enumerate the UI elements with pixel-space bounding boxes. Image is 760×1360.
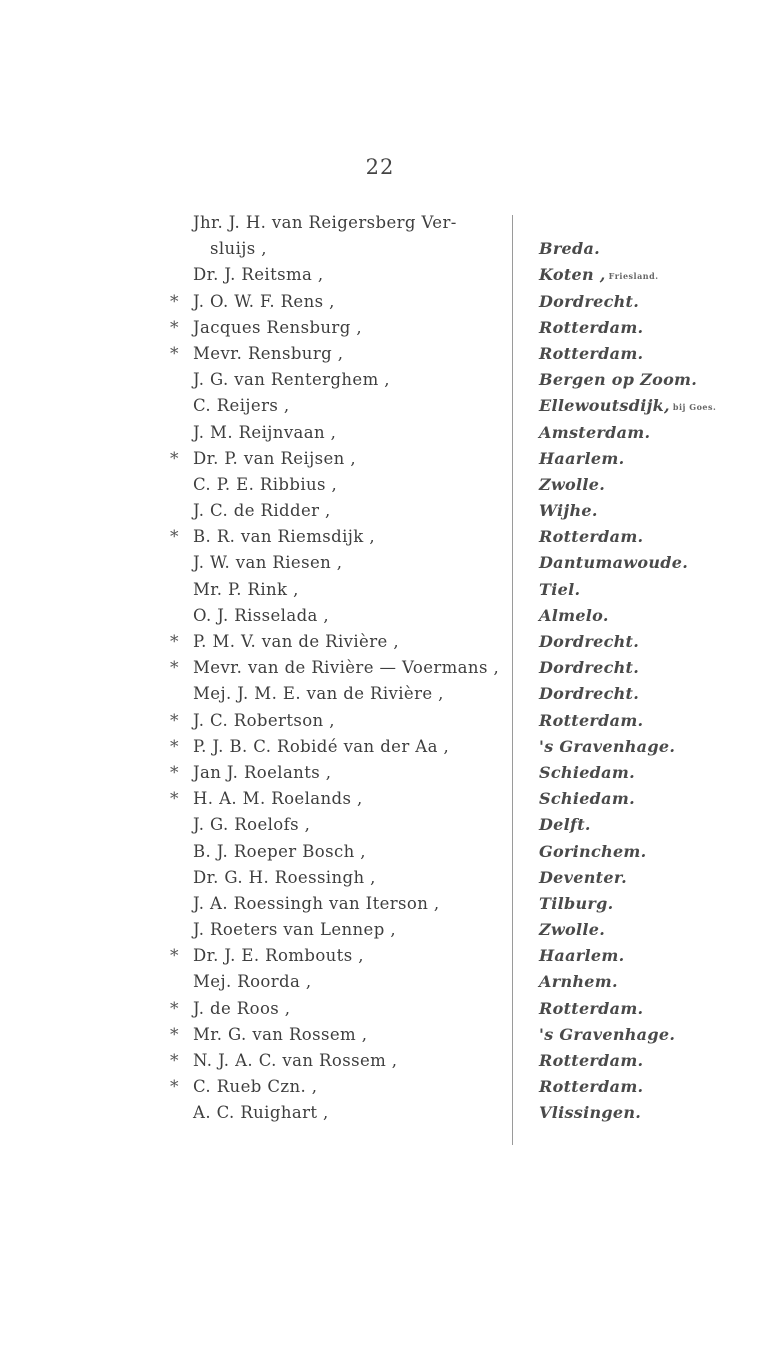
member-name: Mevr. Rensburg ,: [193, 343, 344, 363]
asterisk-marker: *: [170, 632, 179, 652]
list-item: [0, 420, 760, 446]
list-item-line: [0, 210, 760, 236]
place-name: Rotterdam.: [539, 998, 644, 1018]
place-name: Vlissingen.: [539, 1103, 642, 1123]
list-item: [0, 603, 760, 629]
list-item: [0, 262, 760, 288]
list-item-line: [0, 472, 760, 498]
place-name: Koten ,: [539, 265, 606, 285]
member-name: Jacques Rensburg ,: [193, 317, 362, 337]
place-name: Breda.: [539, 239, 601, 259]
member-name: A. C. Ruighart ,: [193, 1103, 329, 1123]
list-item-line: [0, 681, 760, 707]
member-name: Dr. J. E. Rombouts ,: [193, 946, 364, 966]
list-item-line: [0, 734, 760, 760]
list-item: [0, 315, 760, 341]
member-name: C. Reijers ,: [193, 396, 290, 416]
list-item: [0, 446, 760, 472]
place-name: Rotterdam.: [539, 1051, 644, 1070]
list-item-line: [0, 603, 760, 629]
member-place: [539, 917, 605, 943]
place-name: Dordrecht.: [539, 291, 640, 311]
member-name: H. A. M. Roelands ,: [193, 789, 363, 809]
list-item-line: [0, 708, 760, 734]
asterisk-marker: *: [170, 1024, 179, 1045]
list-item-line: [0, 393, 760, 419]
member-place: [539, 262, 658, 289]
list-item-line: [0, 289, 760, 315]
list-item: [0, 498, 760, 524]
member-place: [539, 655, 639, 681]
member-name: Dr. P. van Reijsen ,: [193, 448, 357, 468]
list-item-line: [0, 236, 760, 262]
member-name: J. de Roos ,: [193, 998, 291, 1018]
place-name: Arnhem.: [539, 972, 618, 992]
list-item-line: [0, 996, 760, 1022]
member-place: [539, 865, 627, 891]
list-item: [0, 655, 760, 681]
member-place: [539, 786, 635, 812]
asterisk-marker: *: [170, 658, 179, 679]
asterisk-marker: *: [170, 736, 179, 757]
member-name: Mr. G. van Rossem ,: [193, 1024, 368, 1044]
member-place: [539, 577, 580, 603]
list-item-line: [0, 367, 760, 393]
list-item-line: [0, 1074, 760, 1100]
list-item-line: [0, 786, 760, 812]
member-place: [539, 629, 639, 655]
place-note: bij Goes.: [672, 402, 717, 413]
list-item-line: [0, 341, 760, 367]
member-place: [539, 969, 618, 995]
list-item: [0, 341, 760, 367]
place-name: Rotterdam.: [539, 317, 644, 337]
member-place: [539, 1100, 641, 1126]
list-item: [0, 210, 760, 262]
list-item: [0, 1100, 760, 1126]
asterisk-marker: *: [170, 998, 179, 1019]
list-item: [0, 550, 760, 576]
member-name-continued: sluijs ,: [210, 239, 267, 259]
place-name: Rotterdam.: [539, 527, 644, 547]
asterisk-marker: *: [170, 762, 179, 783]
member-name: C. P. E. Ribbius ,: [193, 474, 338, 494]
list-item-line: [0, 524, 760, 550]
place-name: Schiedam.: [539, 762, 635, 782]
list-item-line: [0, 629, 760, 655]
list-item: [0, 969, 760, 995]
member-name: J. A. Roessingh van Iterson ,: [193, 893, 440, 913]
place-name: Dantumawoude.: [539, 553, 689, 573]
place-name: 's Gravenhage.: [539, 736, 676, 756]
place-name: 's Gravenhage.: [539, 1024, 676, 1044]
list-item: [0, 996, 760, 1022]
list-item: [0, 943, 760, 969]
member-place: [539, 498, 598, 524]
list-item-line: [0, 891, 760, 917]
page-number: 22: [365, 155, 395, 179]
member-place: [539, 760, 635, 786]
place-name: Almelo.: [539, 605, 609, 625]
asterisk-marker: *: [170, 710, 179, 731]
member-place: [539, 812, 591, 838]
place-name: Dordrecht.: [539, 658, 640, 678]
list-item-line: [0, 865, 760, 891]
place-name: Delft.: [539, 815, 591, 835]
place-note: Friesland.: [608, 271, 659, 282]
place-name: Tiel.: [539, 579, 581, 599]
member-name: Jan J. Roelants ,: [193, 762, 332, 782]
member-name: J. C. de Ridder ,: [193, 501, 331, 521]
member-name: J. G. van Renterghem ,: [193, 370, 390, 390]
place-name: Rotterdam.: [539, 710, 644, 730]
member-place: [539, 472, 605, 498]
list-item-line: [0, 760, 760, 786]
list-item-line: [0, 839, 760, 865]
list-item-line: [0, 1100, 760, 1126]
list-item: [0, 367, 760, 393]
list-item: [0, 917, 760, 943]
member-place: [539, 1048, 643, 1074]
list-item: [0, 839, 760, 865]
member-name: B. J. Roeper Bosch ,: [193, 841, 366, 861]
list-item: [0, 524, 760, 550]
list-item-line: [0, 812, 760, 838]
member-name: P. J. B. C. Robidé van der Aa ,: [193, 736, 450, 756]
place-name: Zwolle.: [539, 474, 606, 494]
member-place: [539, 943, 624, 969]
member-place: [539, 420, 650, 446]
place-name: Tilburg.: [539, 893, 614, 913]
list-item-line: [0, 420, 760, 446]
place-name: Schiedam.: [539, 789, 635, 809]
list-item: [0, 681, 760, 707]
asterisk-marker: *: [170, 789, 179, 810]
list-item-line: [0, 655, 760, 681]
asterisk-marker: *: [170, 448, 179, 469]
place-name: Deventer.: [539, 867, 627, 887]
place-name: Ellewoutsdijk,: [539, 396, 670, 416]
list-item: [0, 891, 760, 917]
member-name: J. G. Roelofs ,: [193, 815, 311, 835]
list-item-line: [0, 969, 760, 995]
place-name: Haarlem.: [539, 448, 625, 468]
list-item: [0, 786, 760, 812]
place-name: Rotterdam.: [539, 1077, 644, 1097]
member-place: [539, 681, 639, 707]
asterisk-marker: *: [170, 1051, 179, 1071]
member-name: J. M. Reijnvaan ,: [193, 422, 337, 442]
member-place: [539, 891, 613, 917]
member-name: C. Rueb Czn. ,: [193, 1077, 318, 1097]
list-item-line: [0, 550, 760, 576]
member-name: Dr. G. H. Roessingh ,: [193, 867, 376, 887]
list-item-line: [0, 1022, 760, 1048]
list-item-line: [0, 262, 760, 288]
list-item-line: [0, 315, 760, 341]
place-name: Amsterdam.: [539, 422, 651, 442]
list-item: [0, 708, 760, 734]
member-name: B. R. van Riemsdijk ,: [193, 527, 375, 547]
list-item: [0, 865, 760, 891]
member-place: [539, 603, 609, 629]
place-name: Zwolle.: [539, 920, 606, 940]
member-name: P. M. V. van de Rivière ,: [193, 632, 399, 651]
member-place: [539, 446, 624, 472]
list-item-line: [0, 577, 760, 603]
list-item-line: [0, 446, 760, 472]
asterisk-marker: *: [170, 946, 179, 967]
place-name: Wijhe.: [539, 501, 598, 521]
asterisk-marker: *: [170, 317, 179, 338]
member-list: [0, 210, 760, 1127]
member-name: Mevr. van de Rivière — Voermans ,: [193, 658, 500, 678]
asterisk-marker: *: [170, 291, 179, 312]
asterisk-marker: *: [170, 343, 179, 364]
member-name: J. O. W. F. Rens ,: [193, 291, 335, 311]
member-place: [539, 315, 643, 341]
member-place: [539, 1074, 643, 1100]
member-name: N. J. A. C. van Rossem ,: [193, 1051, 398, 1070]
list-item: [0, 760, 760, 786]
member-place: [539, 550, 688, 576]
place-name: Bergen op Zoom.: [539, 370, 698, 390]
member-name: O. J. Risselada ,: [193, 605, 330, 625]
list-item: [0, 1074, 760, 1100]
list-item-line: [0, 917, 760, 943]
place-name: Rotterdam.: [539, 343, 644, 363]
list-item-line: [0, 943, 760, 969]
list-item: [0, 1022, 760, 1048]
asterisk-marker: *: [170, 1077, 179, 1098]
list-item: [0, 1048, 760, 1074]
asterisk-marker: *: [170, 527, 179, 548]
member-name: Mej. Roorda ,: [193, 972, 312, 992]
list-item: [0, 812, 760, 838]
member-place: [539, 289, 639, 315]
list-item: [0, 289, 760, 315]
member-place: [539, 236, 600, 262]
list-item-line: [0, 1048, 760, 1074]
member-place: [539, 839, 647, 865]
member-name: Mr. P. Rink ,: [193, 579, 299, 599]
place-name: Haarlem.: [539, 946, 625, 966]
member-place: [539, 734, 675, 760]
list-item: [0, 393, 760, 419]
member-name: J. C. Robertson ,: [193, 710, 335, 730]
member-name: J. Roeters van Lennep ,: [193, 920, 396, 940]
place-name: Gorinchem.: [539, 841, 647, 861]
member-name: Mej. J. M. E. van de Rivière ,: [193, 684, 444, 704]
member-place: [539, 393, 716, 420]
member-place: [539, 367, 697, 393]
member-name: Jhr. J. H. van Reigersberg Ver-: [193, 213, 457, 232]
list-item: [0, 472, 760, 498]
place-name: Dordrecht.: [539, 684, 640, 704]
list-item-line: [0, 498, 760, 524]
member-place: [539, 708, 643, 734]
member-name: J. W. van Riesen ,: [193, 553, 343, 573]
list-item: [0, 629, 760, 655]
member-place: [539, 996, 643, 1022]
list-item: [0, 734, 760, 760]
member-place: [539, 524, 643, 550]
member-place: [539, 341, 643, 367]
member-name: Dr. J. Reitsma ,: [193, 265, 324, 285]
member-place: [539, 1022, 675, 1048]
place-name: Dordrecht.: [539, 632, 640, 651]
list-item: [0, 577, 760, 603]
